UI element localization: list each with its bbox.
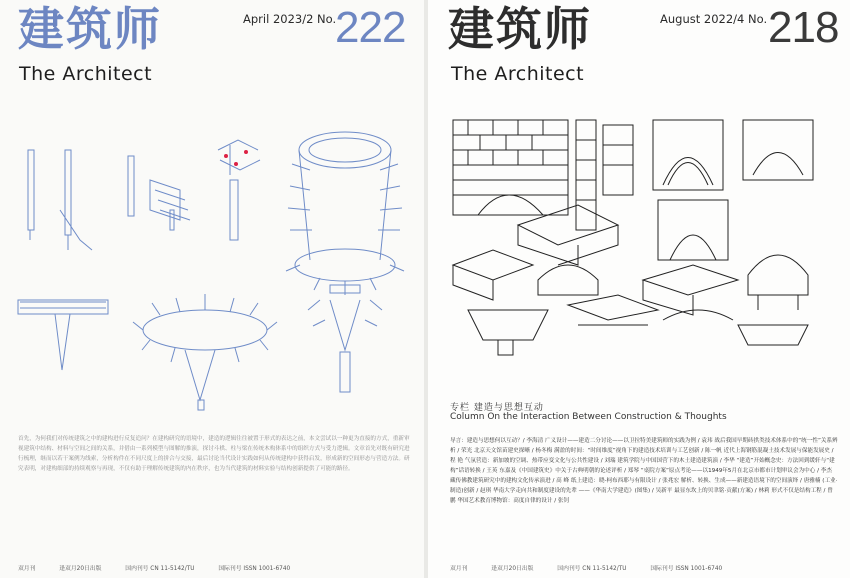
- right-body-text: 导言：建造与思想何以互动？/ 李海清 广义设计——建造二分讨论——以卫拉特美建筑师的实践为例 / 袁玮 战后我国早期砖拱类技术体系中的“统一性”关系辨析 / 荣光 北京天文馆苗建史探晰 / 杨冬梅 满盈的时间：“时间维度”视角下的建造技术培训与工艺创新 / 陈一帆 近代上海钢筋混凝土技术发展与保能发展史 / 程 艳 气氛营造：新加坡的空调、热带应变文化与公共性建设 / 刘瑞 建筑学院与中国国营下的木土建造建筑演 / 李华 “建造”开始概念史：方法回到缓轩与“建构”话语转换 / 王英 东嘉及《中国建筑史》中关于古典明朝的论述评析 / 郑琴 “桌院方案”原点考论——以1949年5月在北京市都市计划审议会为中心 / 李杰 藏传佛教建筑研究中的建构文化传承演进 / 高 峰 纸上建造：晓-柯布西耶与有限设计 / 张兆宏 解析、转换、生成——新建造语境下的空间演绎 / 唐雅楠 (工业·制造)创新 / 赵琪 华南大学走向共和制度建设的先辈 ——《华南大学建造》(图集) / 吴新平 最显东坎上的贝聿铭·贡献(方案) / 林莉 形式不仅是结构工程 / 曾鹏 华国艺术教育博物馆：高度自律的设计 / 张钊: [450, 438, 838, 504]
- left-title-en: The Architect: [19, 63, 153, 85]
- right-issue-number: 218: [768, 3, 839, 52]
- left-cover-illustration: [0, 90, 424, 430]
- column-title-cn: 专栏 建造与思想互动: [450, 403, 544, 413]
- right-footer-issn: 国际刊号 ISSN 1001-6740: [650, 566, 723, 572]
- left-footer-frequency: 双月刊: [18, 566, 36, 572]
- left-body-text: 首先，为何我们对传统建筑之中的建构进行反复追问？在建构研究的语境中，建造的逻辑往往被置于形式的表达之前，本文尝试以一种更为直接的方式，重新审视建筑中结构、材料与空间之间的关系，并借由一系列模型与图解的推演，探讨斗栱、柱与梁在传统木构体系中的组织方式与受力逻辑。文章首先对既有研究进行梳理，继而以若干案例为线索，分析构件在不同尺度上的拼合与交接，最后讨论当代设计实践如何从传统建构中获得启发，形成新的空间形态与营造方法。研究表明，对建构细部的持续观察与再现，不仅有助于理解传统建筑的内在秩序，也为当代建筑的材料实验与结构创新提供了可能的路径。: [18, 436, 410, 472]
- right-issue-date: August 2022/4 No.: [660, 12, 768, 26]
- right-cover-illustration: [448, 115, 828, 360]
- left-issue-number: 222: [335, 3, 406, 52]
- left-issue-date: April 2023/2 No.: [243, 12, 337, 26]
- left-footer-cn-number: 国内刊号 CN 11-5142/TU: [125, 566, 195, 572]
- right-magazine-cover: [428, 0, 850, 578]
- left-title-cn: 建筑师: [18, 2, 162, 56]
- column-title-en: Column On the Interaction Between Construction & Thoughts: [450, 412, 727, 422]
- right-footer-publication: 逢双月20日出版: [491, 566, 534, 572]
- left-footer: [18, 563, 312, 572]
- right-footer-frequency: 双月刊: [450, 566, 468, 572]
- right-footer-cn-number: 国内刊号 CN 11-5142/TU: [557, 566, 627, 572]
- left-footer-issn: 国际刊号 ISSN 1001-6740: [218, 566, 291, 572]
- right-title-en: The Architect: [451, 63, 585, 85]
- right-footer: [450, 563, 744, 572]
- left-footer-publication: 逢双月20日出版: [59, 566, 102, 572]
- right-title-cn: 建筑师: [448, 2, 592, 56]
- left-magazine-cover: [0, 0, 424, 578]
